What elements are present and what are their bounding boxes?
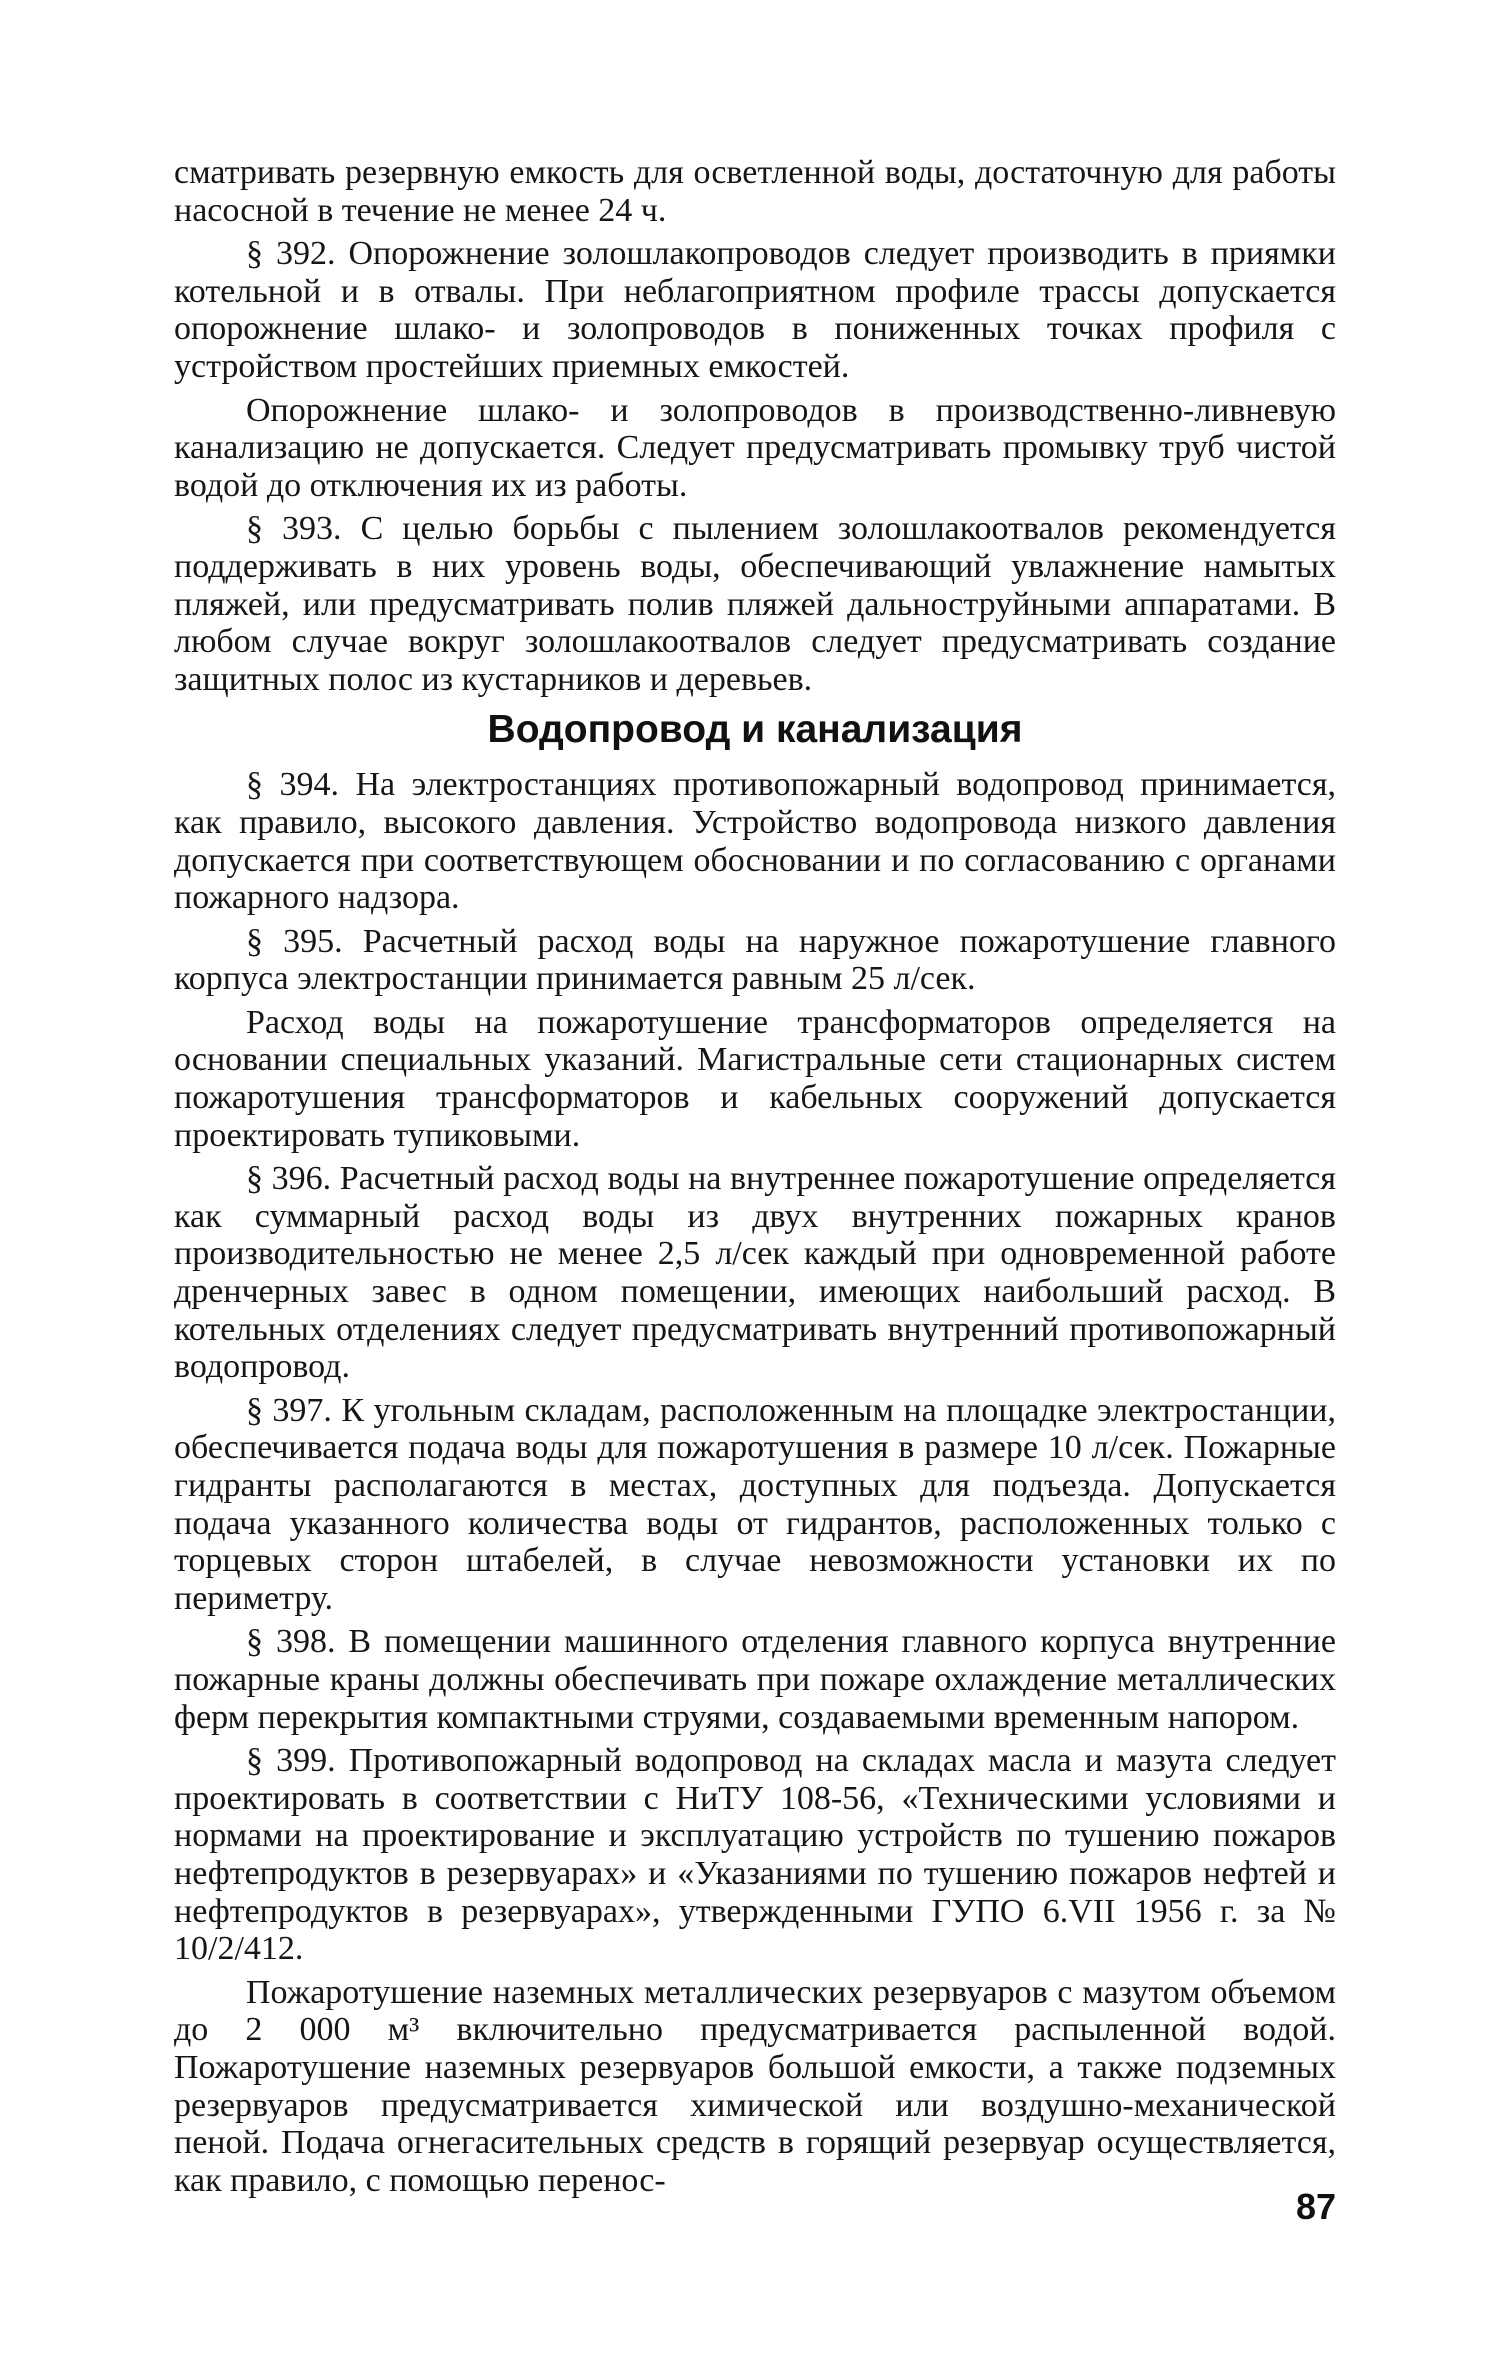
paragraph-395-transformers: Расход воды на пожаротушение трансформаторов определяется на основании специальных указаний. Магистральные сети стационарных систем пожаротушения трансформаторов и кабельных сооружений допускается проектировать тупиковыми. (174, 1003, 1336, 1154)
section-heading: Водопровод и канализация (487, 708, 1023, 752)
paragraph-392: § 392. Опорожнение золошлакопроводов следует производить в приямки котельной и в отвалы. При неблагоприятном профиле трассы допускается опорожнение шлако- и золопроводов в пониженных точках профиля с устройством простейших приемных емкостей. (174, 235, 1336, 385)
page-body (174, 154, 1336, 2199)
paragraph-396: § 396. Расчетный расход воды на внутреннее пожаротушение определяется как суммарный расход воды из двух внутренних пожарных кранов производительностью не менее 2,5 л/сек каждый при одновременной работе дренчерных завес в одном помещении, имеющих наибольший расход. В котельных отделениях следует предусматривать внутренний противопожарный водопровод. (174, 1160, 1336, 1386)
paragraph-394: § 394. На электростанциях противопожарный водопровод принимается, как правило, высокого давления. Устройство водопровода низкого давления допускается при соответствующем обосновании и по согласованию с органами пожарного надзора. (174, 766, 1336, 917)
paragraph-399-tanks: Пожаротушение наземных металлических резервуаров с мазутом объемом до 2 000 м³ включительно предусматривается распыленной водой. Пожаротушение наземных резервуаров большой емкости, а также подземных резервуаров предусматривается химической или воздушно-механической пеной. Подача огнегасительных средств в горящий резервуар осуществляется, как правило, с помощью перенос- (174, 1973, 1336, 2199)
paragraph-393: § 393. С целью борьбы с пылением золошлакоотвалов рекомендуется поддерживать в них уровень воды, обеспечивающий увлажнение намытых пляжей, или предусматривать полив пляжей дальноструйными аппаратами. В любом случае вокруг золошлакоотвалов следует предусматривать создание защитных полос из кустарников и деревьев. (174, 510, 1336, 698)
paragraph-392-drain: Опорожнение шлако- и золопроводов в производственно-ливневую канализацию не допускается. Следует предусматривать промывку труб чистой водой до отключения их из работы. (174, 391, 1336, 504)
paragraph-continuation: сматривать резервную емкость для осветленной воды, достаточную для работы насосной в течение не менее 24 ч. (174, 154, 1336, 229)
paragraph-397: § 397. К угольным складам, расположенным на площадке электростанции, обеспечивается подача воды для пожаротушения в размере 10 л/сек. Пожарные гидранты располагаются в местах, доступных для подъезда. Допускается подача указанного количества воды от гидрантов, расположенных только с торцевых сторон штабелей, в случае невозможности установки их по периметру. (174, 1391, 1336, 1617)
paragraph-398: § 398. В помещении машинного отделения главного корпуса внутренние пожарные краны должны обеспечивать при пожаре охлаждение металлических ферм перекрытия компактными струями, создаваемыми временным напором. (174, 1623, 1336, 1736)
paragraph-395: § 395. Расчетный расход воды на наружное пожаротушение главного корпуса электростанции принимается равным 25 л/сек. (174, 922, 1336, 998)
paragraph-399: § 399. Противопожарный водопровод на складах масла и мазута следует проектировать в соответствии с НиТУ 108-56, «Техническими условиями и нормами на проектирование и эксплуатацию устройств по тушению пожаров нефтепродуктов в резервуарах» и «Указаниями по тушению пожаров нефтей и нефтепродуктов в резервуарах», утвержденными ГУПО 6.VII 1956 г. за № 10/2/412. (174, 1742, 1336, 1968)
page-number: 87 (1295, 2186, 1336, 2227)
